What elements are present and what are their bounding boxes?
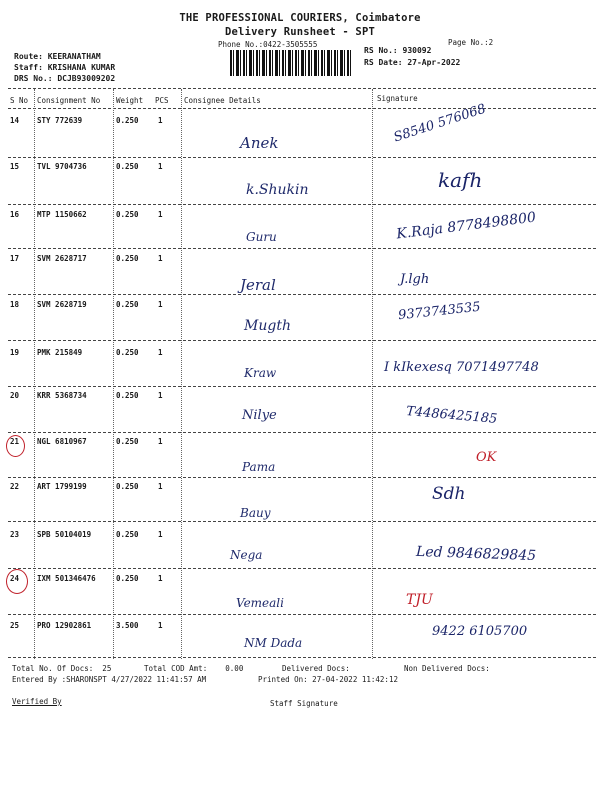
row-17-pcs: 1 xyxy=(158,254,163,263)
company-title: THE PROFESSIONAL COURIERS, Coimbatore xyxy=(179,12,421,24)
phone-number: Phone No.:0422-3505555 xyxy=(218,40,318,49)
row-24-consignee: Vemeali xyxy=(236,596,284,610)
runsheet-subtitle: Delivery Runsheet - SPT xyxy=(225,26,375,38)
row-14-signature: S8540 576068 xyxy=(392,101,488,146)
staff: Staff: KRISHANA KUMAR xyxy=(14,63,116,72)
header-bottom-rule xyxy=(8,108,596,109)
row-22-signature: Sdh xyxy=(432,484,466,504)
row-18-consignee: Mugth xyxy=(244,318,291,334)
row-15-consignee: k.Shukin xyxy=(246,182,309,198)
row-19-sno: 19 xyxy=(10,348,20,357)
entered-by: Entered By :SHARONSPT 4/27/2022 11:41:57 AM xyxy=(12,675,207,684)
delivered-docs: Delivered Docs: xyxy=(282,664,350,673)
row-25-rule xyxy=(8,657,596,658)
verified-by: Verified By xyxy=(12,697,62,706)
row-20-weight: 0.250 xyxy=(116,391,139,400)
row-19-pcs: 1 xyxy=(158,348,163,357)
divider-3 xyxy=(181,89,182,659)
row-23-consignee: Nega xyxy=(230,548,263,562)
row-20-rule xyxy=(8,432,596,433)
row-17-signature: J.lgh xyxy=(400,272,430,287)
row-15-rule xyxy=(8,204,596,205)
row-17-rule xyxy=(8,294,596,295)
row-21-weight: 0.250 xyxy=(116,437,139,446)
row-23-weight: 0.250 xyxy=(116,530,139,539)
row-24-signature: TJU xyxy=(406,592,433,608)
row-22-rule xyxy=(8,521,596,522)
divider-4 xyxy=(372,89,373,659)
row-19-weight: 0.250 xyxy=(116,348,139,357)
staff-signature: Staff Signature xyxy=(270,699,338,708)
row-20-pcs: 1 xyxy=(158,391,163,400)
col-signature: Signature xyxy=(377,94,418,103)
row-24-pcs: 1 xyxy=(158,574,163,583)
row-20-sno: 20 xyxy=(10,391,20,400)
col-pcs: PCS xyxy=(155,96,169,105)
row-25-pcs: 1 xyxy=(158,621,163,630)
header-top-rule xyxy=(8,88,596,89)
row-14-rule xyxy=(8,157,596,158)
row-15-weight: 0.250 xyxy=(116,162,139,171)
row-22-sno: 22 xyxy=(10,482,20,491)
row-20-consignee: Nilye xyxy=(242,408,277,423)
row-15-consignment: TVL 9704736 xyxy=(37,162,87,171)
row-18-sno: 18 xyxy=(10,300,20,309)
col-sno: S No xyxy=(10,96,29,105)
row-16-consignment: MTP 1150662 xyxy=(37,210,87,219)
row-22-weight: 0.250 xyxy=(116,482,139,491)
rs-number: RS No.: 930092 xyxy=(364,46,432,55)
row-16-pcs: 1 xyxy=(158,210,163,219)
row-18-signature: 9373743535 xyxy=(397,299,482,324)
row-25-consignee: NM Dada xyxy=(244,636,303,650)
row-25-consignment: PRO 12902861 xyxy=(37,621,92,630)
row-18-weight: 0.250 xyxy=(116,300,139,309)
route: Route: KEERANATHAM xyxy=(14,52,101,61)
row-18-consignment: SVM 2628719 xyxy=(37,300,87,309)
row-19-signature: I kIkexesq 7071497748 xyxy=(384,360,539,375)
row-23-sno: 23 xyxy=(10,530,20,539)
row-14-weight: 0.250 xyxy=(116,116,139,125)
col-weight: Weight xyxy=(116,96,144,105)
col-consignee: Consignee Details xyxy=(184,96,261,105)
row-23-pcs: 1 xyxy=(158,530,163,539)
row-24-consignment: IXM 501346476 xyxy=(37,574,96,583)
row-14-consignee: Anek xyxy=(240,134,279,152)
row-16-weight: 0.250 xyxy=(116,210,139,219)
divider-1 xyxy=(34,89,35,659)
row-24-weight: 0.250 xyxy=(116,574,139,583)
row-15-pcs: 1 xyxy=(158,162,163,171)
row-25-sno: 25 xyxy=(10,621,20,630)
total-docs: Total No. Of Docs: 25 xyxy=(12,664,112,673)
row-14-pcs: 1 xyxy=(158,116,163,125)
rs-date: RS Date: 27-Apr-2022 xyxy=(364,58,461,67)
barcode xyxy=(230,50,352,76)
row-14-consignment: STY 772639 xyxy=(37,116,83,125)
row-23-consignment: SPB 50104019 xyxy=(37,530,92,539)
row-21-consignee: Pama xyxy=(242,460,276,474)
row-22-consignment: ART 1799199 xyxy=(37,482,87,491)
row-14-sno: 14 xyxy=(10,116,20,125)
row-17-weight: 0.250 xyxy=(116,254,139,263)
row-25-signature: 9422 6105700 xyxy=(432,624,528,639)
row-17-sno: 17 xyxy=(10,254,20,263)
drs-number: DRS No.: DCJB93009202 xyxy=(14,74,116,83)
row-21-consignment: NGL 6810967 xyxy=(37,437,87,446)
page-number: Page No.:2 xyxy=(448,38,494,47)
row-21-sno: 21 xyxy=(10,437,20,446)
row-16-signature: K.Raja 8778498800 xyxy=(395,209,537,243)
row-21-signature: OK xyxy=(476,450,497,465)
row-16-sno: 16 xyxy=(10,210,20,219)
row-25-weight: 3.500 xyxy=(116,621,139,630)
row-17-consignee: Jeral xyxy=(240,276,276,294)
row-15-signature: kafh xyxy=(438,168,483,192)
row-19-consignee: Kraw xyxy=(244,366,277,380)
row-20-signature: T4486425185 xyxy=(405,404,498,427)
row-18-rule xyxy=(8,340,596,341)
row-22-consignee: Bauy xyxy=(240,506,271,520)
row-22-pcs: 1 xyxy=(158,482,163,491)
row-16-consignee: Guru xyxy=(246,230,277,244)
row-21-pcs: 1 xyxy=(158,437,163,446)
divider-2 xyxy=(113,89,114,659)
row-17-consignment: SVM 2628717 xyxy=(37,254,87,263)
row-18-pcs: 1 xyxy=(158,300,163,309)
row-15-sno: 15 xyxy=(10,162,20,171)
row-23-signature: Led 9846829845 xyxy=(415,543,537,565)
row-23-rule xyxy=(8,568,596,569)
printed-on: Printed On: 27-04-2022 11:42:12 xyxy=(258,675,398,684)
row-24-rule xyxy=(8,614,596,615)
row-19-rule xyxy=(8,386,596,387)
total-cod: Total COD Amt: 0.00 xyxy=(144,664,244,673)
non-delivered-docs: Non Delivered Docs: xyxy=(404,664,490,673)
row-24-sno: 24 xyxy=(10,574,20,583)
row-21-rule xyxy=(8,477,596,478)
row-16-rule xyxy=(8,248,596,249)
row-19-consignment: PMK 215849 xyxy=(37,348,83,357)
row-20-consignment: KRR 5368734 xyxy=(37,391,87,400)
col-consignment: Consignment No xyxy=(37,96,101,105)
